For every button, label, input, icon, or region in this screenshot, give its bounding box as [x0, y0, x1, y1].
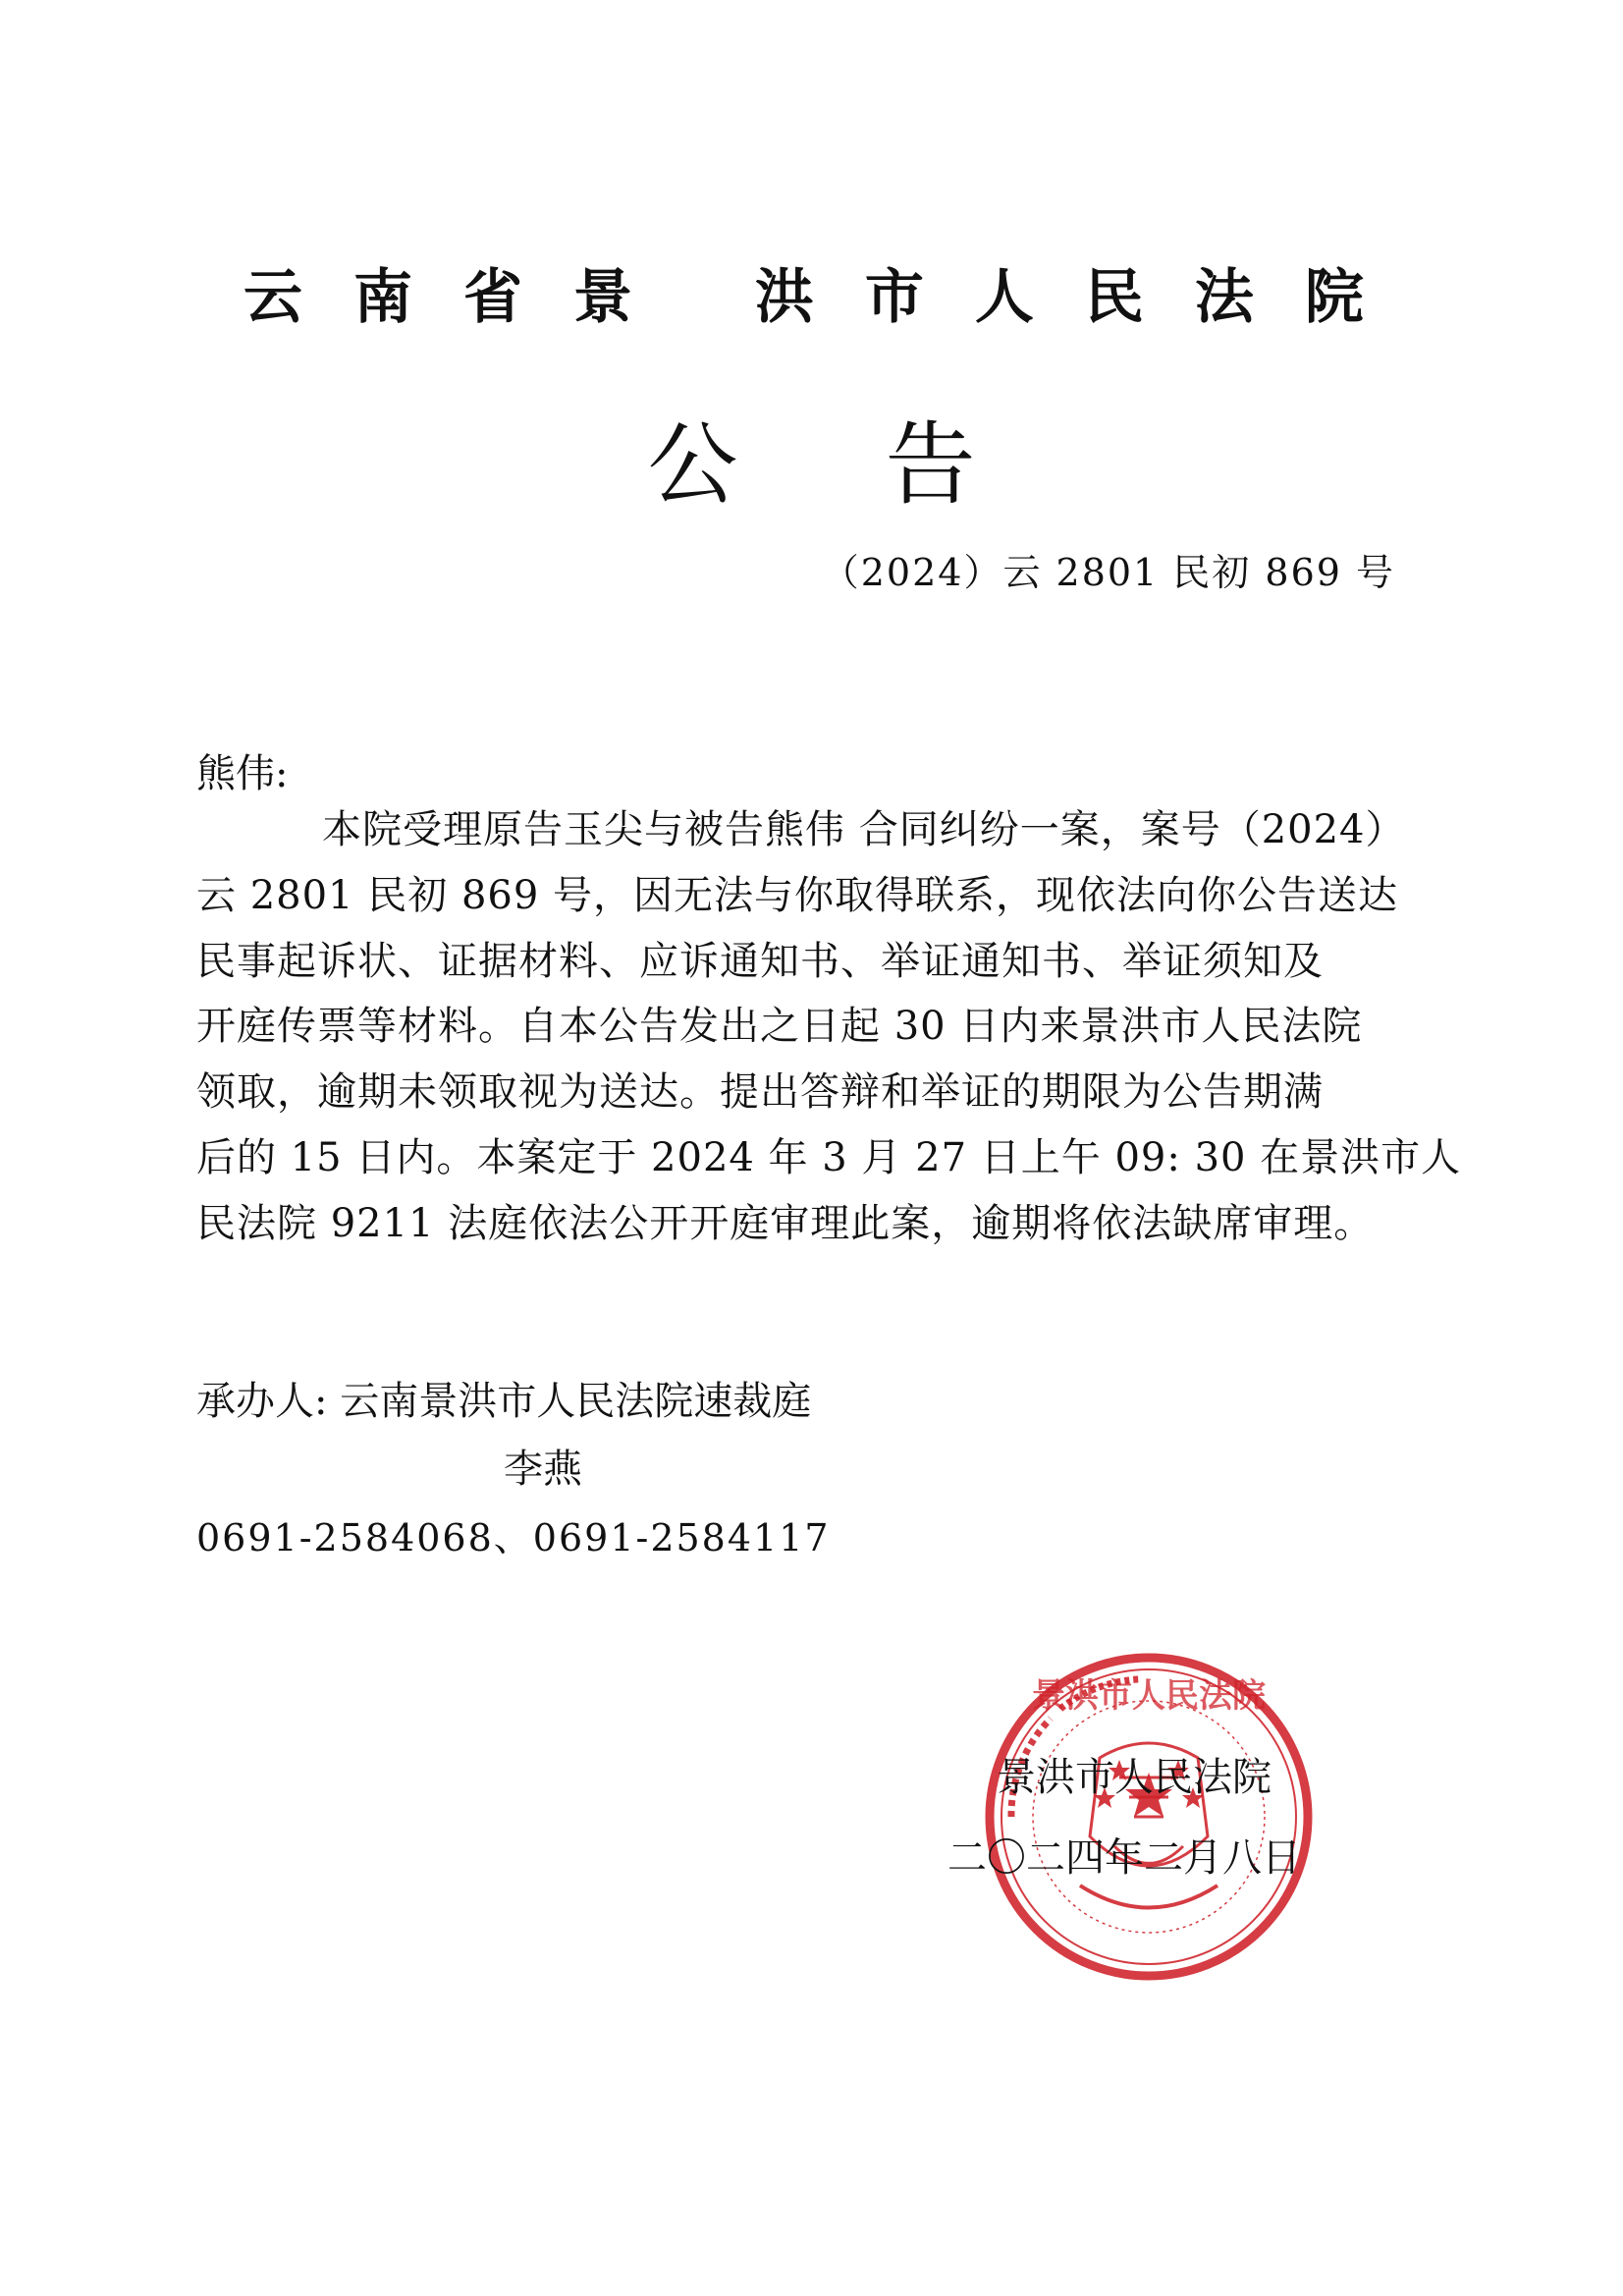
court-seal-icon [982, 1650, 1316, 1984]
handler-label: 承办人: 云南景洪市人民法院速裁庭 [196, 1379, 812, 1424]
notice-body-line: 开庭传票等材料。自本公告发出之日起 30 日内来景洪市人民法院 [196, 1004, 1363, 1050]
seal-inscription: 景洪市人民法院 [1032, 1676, 1266, 1716]
document-title: 公告 [647, 412, 1123, 518]
notice-body-line: 本院受理原告玉尖与被告熊伟 合同纠纷一案，案号（2024） [322, 807, 1406, 852]
signing-court: 景洪市人民法院 [997, 1755, 1271, 1800]
case-number: （2024）云 2801 民初 869 号 [821, 551, 1395, 594]
court-name: 云南省景 洪市人民法院 [243, 263, 1415, 332]
notice-body-line: 民事起诉状、证据材料、应诉通知书、举证通知书、举证须知及 [196, 938, 1324, 984]
notice-body-line: 后的 15 日内。本案定于 2024 年 3 月 27 日上午 09: 30 在景洪市人 [196, 1134, 1462, 1180]
addressee: 熊伟: [196, 751, 289, 796]
notice-body-line: 领取，逾期未领取视为送达。提出答辩和举证的期限为公告期满 [196, 1069, 1324, 1116]
contact-phones: 0691-2584068、0691-2584117 [196, 1516, 831, 1559]
handler-name: 李燕 [504, 1447, 582, 1492]
notice-body-line: 云 2801 民初 869 号，因无法与你取得联系，现依法向你公告送达 [196, 872, 1399, 918]
signing-date: 二〇二四年二月八日 [947, 1835, 1301, 1881]
notice-body [196, 797, 1462, 1257]
notice-body-line: 民法院 9211 法庭依法公开开庭审理此案，逾期将依法缺席审理。 [196, 1200, 1375, 1246]
